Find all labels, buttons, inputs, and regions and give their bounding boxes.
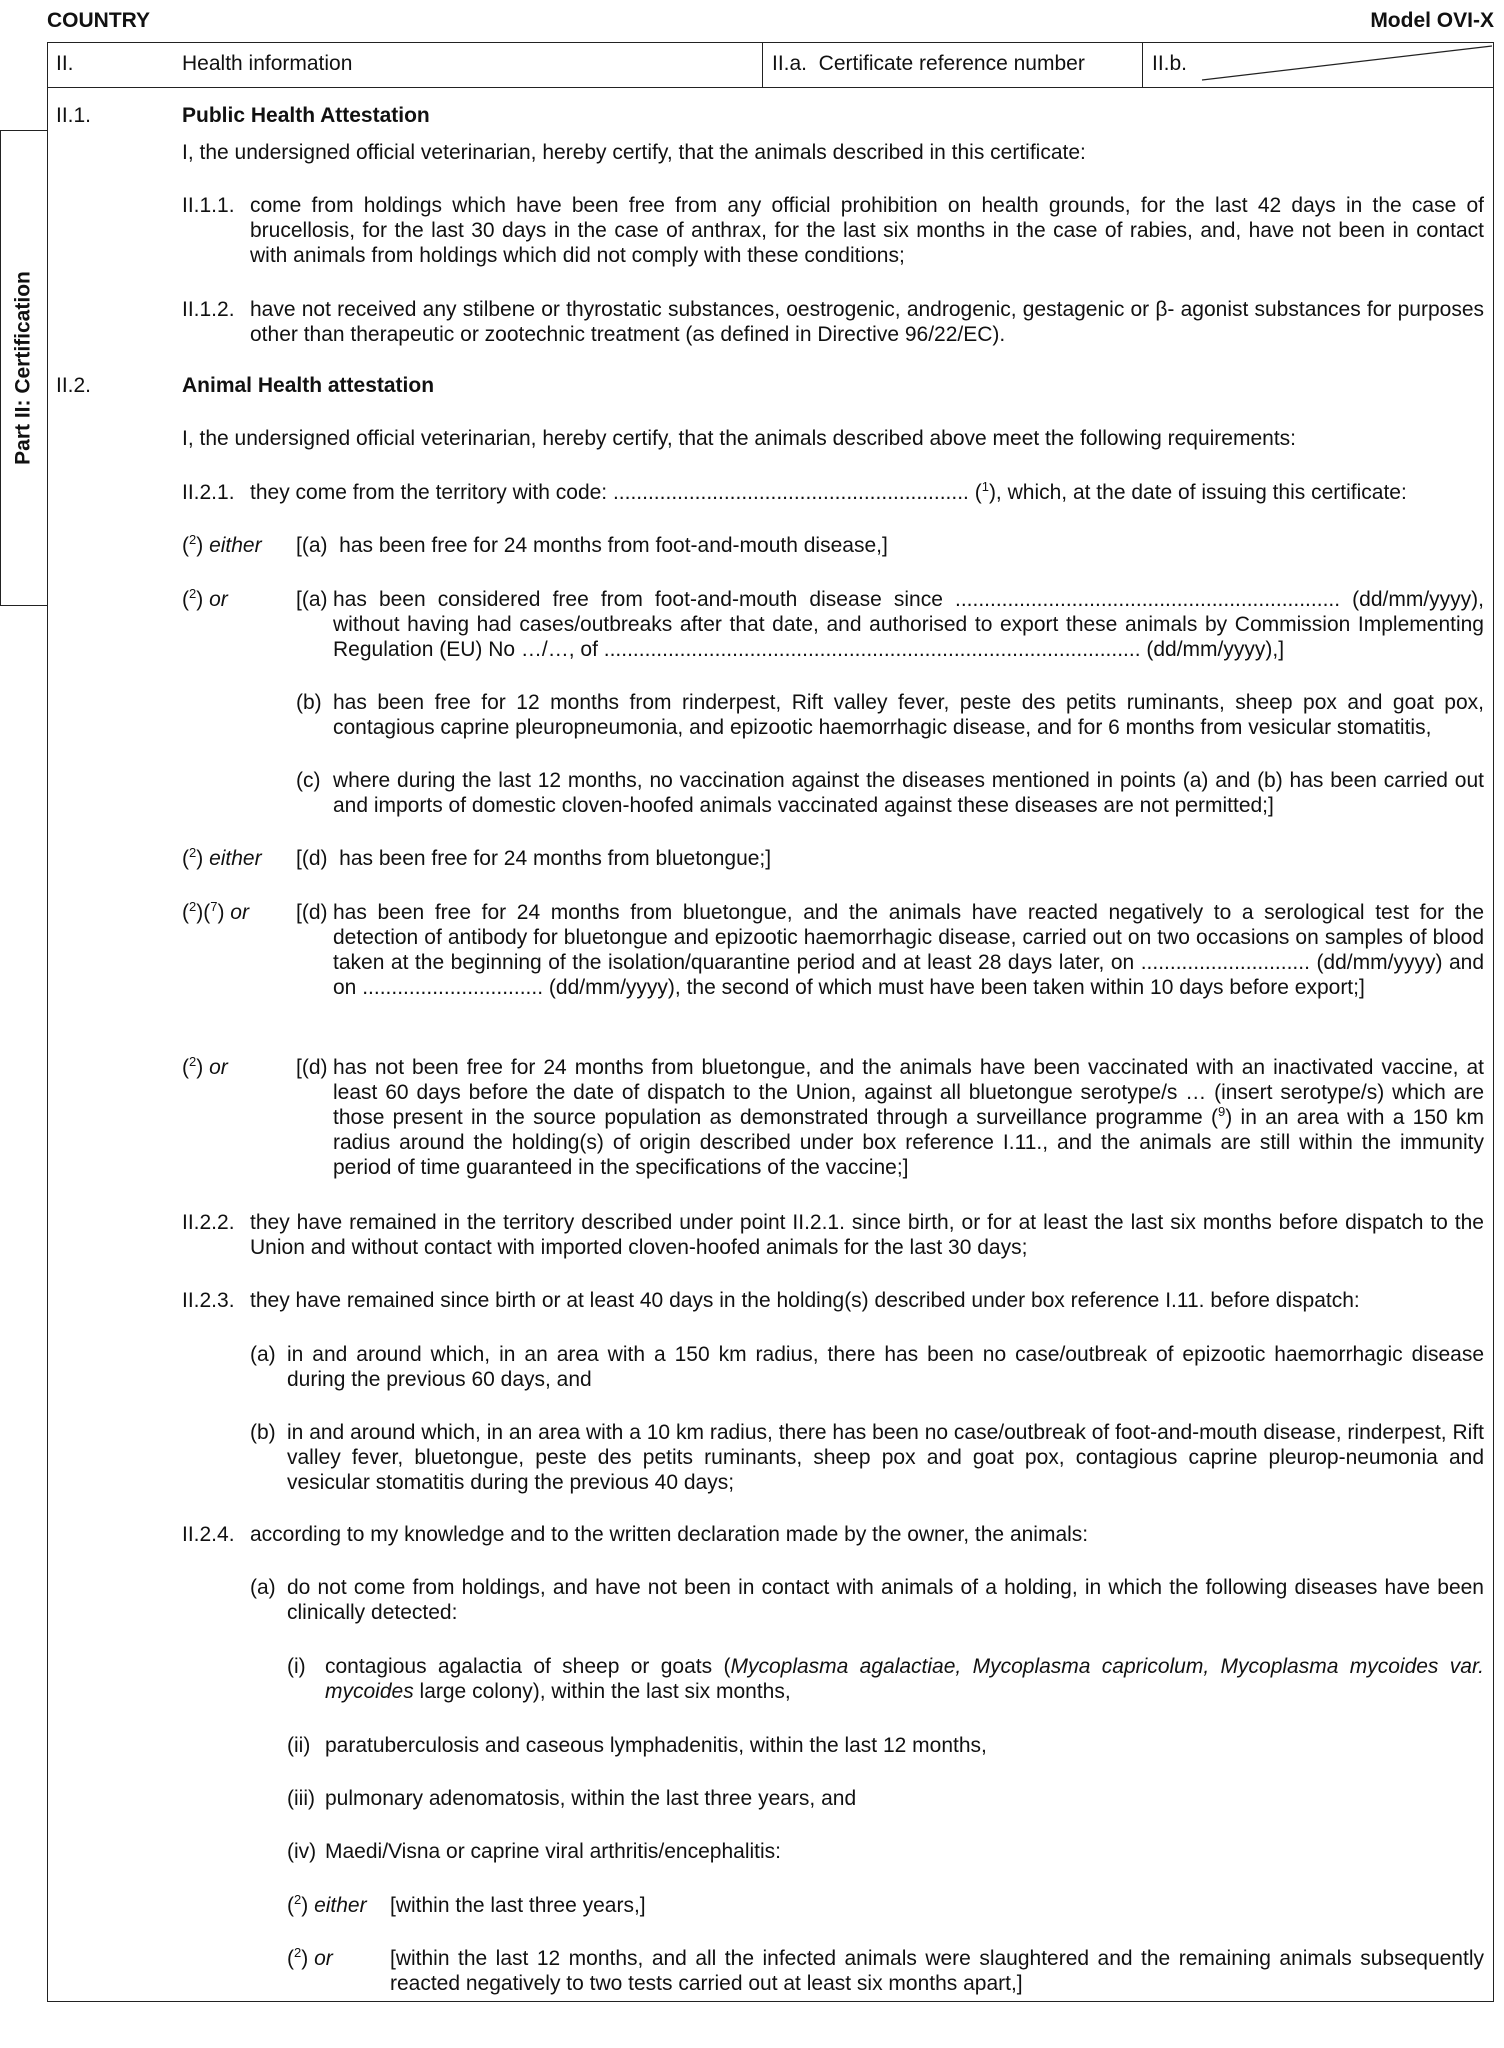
bluetongue-vaccinated: has not been free for 24 months from bluetongue, and the animals have been vaccinated with an inactivated vaccine, at least 60 days before the date of dispatch to the Union, against all bluetongue serotype/s … (insert serotype/s) which are those present in the source population as demonstrated through a surveillance programme ($^9$) in an area with a 150 km radius around the holding(s) of origin described under box reference I.11., and the animals are still within the immunity period of time guaranteed in the specifications of the vaccine;] [333, 1056, 1484, 1179]
s1-p2-text: have not received any stilbene or thyrostatic substances, oestrogenic, androgenic, gestagenic or β- agonist substances for purposes other than therapeutic or zootechnic treatment (as defined in Directive 96/22/EC). [250, 298, 1484, 346]
s2-number: II.2. [56, 374, 92, 397]
maedi-visna: Maedi/Visna or caprine viral arthritis/encephalitis: [325, 1840, 781, 1863]
s2-p4-text: according to my knowledge and to the written declaration made by the owner, the animals: [250, 1523, 1089, 1546]
fmd-considered-free: has been considered free from foot-and-mouth disease since .................................................................. (dd/mm/yyyy), without having had cases/outbreaks after that date, and authorised to export these animals by Commission Implementing Regulation (EU) No …/…, of ............................................................................................ (dd/mm/yyyy),] [333, 588, 1484, 661]
bluetongue-free-24m: [(d) has been free for 24 months from bluetongue;] [296, 847, 772, 870]
a2-label: [(a) [296, 588, 328, 611]
s2-p2-text: they have remained in the territory described under point II.2.1. since birth, or for at least the last six months before dispatch to the Union and without contact with imported cloven-hoofed animals for the last 30 days; [250, 1211, 1484, 1259]
option-or-label: ($^2$) or [287, 1945, 333, 1970]
s2-p1-text: they come from the territory with code: ............................................................. ($^1$), which, at the date of issuing this certificate: [250, 479, 1407, 504]
s1-p1-number: II.1.1. [182, 194, 235, 217]
contagious-agalactia: contagious agalactia of sheep or goats (Mycoplasma agalactiae, Mycoplasma capricolum, Mycoplasma mycoides var. mycoides large colony), within the last six months, [325, 1655, 1484, 1703]
certificate-reference-label: II.a. Certificate reference number [772, 52, 1085, 75]
iv-label: (iv) [287, 1840, 317, 1863]
s1-p2-number: II.1.2. [182, 298, 235, 321]
s1-p1-text: come from holdings which have been free from any official prohibition on health grounds, for the last 42 days in the case of brucellosis, for the last 30 days in the case of anthrax, for the last six months in the case of rabies, and, have not been in contact with animals from holdings which did not comply with these conditions; [250, 194, 1484, 267]
ii-label: (ii) [287, 1734, 311, 1757]
pulmonary-adenomatosis: pulmonary adenomatosis, within the last three years, and [325, 1787, 857, 1810]
s2-p1-number: II.2.1. [182, 481, 235, 504]
p3b-label: (b) [250, 1421, 276, 1444]
rinderpest-free: has been free for 12 months from rinderpest, Rift valley fever, peste des petits ruminants, sheep pox and goat pox, contagious caprine pleuropneumonia, and epizootic haemorrhagic disease, and for 6 months from vesicular stomatitis, [333, 691, 1484, 739]
p3a-label: (a) [250, 1343, 276, 1366]
c-label: (c) [296, 769, 321, 792]
s1-title: Public Health Attestation [182, 104, 430, 127]
iv-or-text: [within the last 12 months, and all the infected animals were slaughtered and the remaining animals subsequently reacted negatively to two tests carried out at least six months apart,] [390, 1947, 1484, 1995]
s2-p3-text: they have remained since birth or at least 40 days in the holding(s) described under box reference I.11. before dispatch: [250, 1289, 1360, 1312]
s2-p4-number: II.2.4. [182, 1523, 235, 1546]
s2-intro: I, the undersigned official veterinarian, hereby certify, that the animals described above meet the following requirements: [182, 427, 1297, 450]
bluetongue-serological-test: has been free for 24 months from bluetongue, and the animals have reacted negatively to a serological test for the detection of antibody for bluetongue and epizootic haemorrhagic disease, carried out on two occasions on samples of blood taken at the beginning of the isolation/quarantine period and at least 28 days later, on ............................. (dd/mm/yyyy) and on ............................... (dd/mm/yyyy), the second of which must have been taken within 10 days before export;] [333, 901, 1484, 999]
option-or-label: ($^2$) or [182, 1054, 228, 1079]
option-or-label: ($^2$) or [182, 586, 228, 611]
p4a-text: do not come from holdings, and have not been in contact with animals of a holding, in which the following diseases have been clinically detected: [287, 1576, 1484, 1624]
iv-either-text: [within the last three years,] [390, 1894, 646, 1917]
side-label: Part II: Certification [11, 271, 35, 465]
b-label: (b) [296, 691, 322, 714]
fmd-free-24m: [(a) has been free for 24 months from foot-and-mouth disease,] [296, 534, 888, 557]
i-label: (i) [287, 1655, 306, 1678]
p4a-label: (a) [250, 1576, 276, 1599]
s2-p2-number: II.2.2. [182, 1211, 235, 1234]
option-either-label: ($^2$) either [182, 845, 262, 870]
p3b-text: in and around which, in an area with a 10 km radius, there has been no case/outbreak of foot-and-mouth disease, rinderpest, Rift valley fever, bluetongue, peste des petits ruminants, sheep pox and goat pox, contagious caprine pleurop-neumonia and vesicular stomatitis during the previous 40 days; [287, 1421, 1484, 1494]
country-label: COUNTRY [47, 9, 151, 32]
s2-p3-number: II.2.3. [182, 1289, 235, 1312]
option-either-label: ($^2$) either [182, 532, 262, 557]
s2-title: Animal Health attestation [182, 374, 435, 397]
p3a-text: in and around which, in an area with a 150 km radius, there has been no case/outbreak of epizootic haemorrhagic disease during the previous 60 days, and [287, 1343, 1484, 1391]
option-or-label: ($^2$)($^7$) or [182, 899, 249, 924]
no-vaccination: where during the last 12 months, no vaccination against the diseases mentioned in points (a) and (b) has been carried out and imports of domestic cloven-hoofed animals vaccinated against these diseases are not permitted;] [333, 769, 1484, 817]
iii-label: (iii) [287, 1787, 315, 1810]
section-number: II. [56, 52, 74, 75]
s1-number: II.1. [56, 104, 92, 127]
paratuberculosis: paratuberculosis and caseous lymphadenitis, within the last 12 months, [325, 1734, 987, 1757]
section-title: Health information [182, 52, 353, 75]
model-label: Model OVI-X [1370, 9, 1494, 32]
s1-intro: I, the undersigned official veterinarian, hereby certify, that the animals described in this certificate: [182, 141, 1086, 164]
d2-label: [(d) [296, 901, 328, 924]
iib-diagonal [1142, 42, 1494, 88]
option-either-label: ($^2$) either [287, 1892, 367, 1917]
iib-label: II.b. [1152, 52, 1188, 75]
d3-label: [(d) [296, 1056, 328, 1079]
header-divider [762, 42, 763, 88]
